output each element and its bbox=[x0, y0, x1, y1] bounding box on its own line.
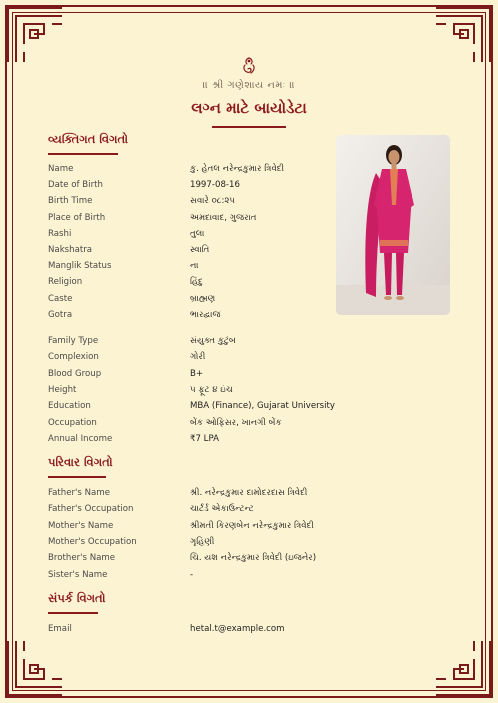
field-value: સવારે ૦૮:૨૫ bbox=[190, 196, 236, 207]
field-label: Father's Occupation bbox=[48, 504, 134, 515]
field-value: બ્રાહ્મણ bbox=[190, 293, 216, 304]
field-value: સંયુક્ત કુટુંબ bbox=[190, 336, 236, 346]
field-label: Manglik Status bbox=[48, 261, 112, 272]
field-value: ગૃહિણી bbox=[190, 536, 215, 547]
field-value: ના bbox=[190, 261, 199, 272]
corner-ornament-icon bbox=[432, 4, 494, 66]
field-value: ચિ. યશ નરેન્દ્રકુમાર ત્રિવેદી (ઇજનેર) bbox=[190, 553, 317, 564]
field-label: Family Type bbox=[48, 336, 99, 346]
section-title-family: પરિવાર વિગતો bbox=[48, 455, 113, 469]
field-label: Caste bbox=[48, 293, 73, 304]
field-label: Sister's Name bbox=[48, 569, 108, 580]
field-value: hetal.t@example.com bbox=[190, 624, 285, 634]
field-value: ૫ ફૂટ ૪ ઇંચ bbox=[190, 384, 233, 395]
field-label: Birth Time bbox=[48, 196, 93, 207]
field-label: Education bbox=[48, 401, 91, 412]
field-label: Religion bbox=[48, 277, 83, 288]
field-value: શ્રીમતી કિરણબેન નરેન્દ્રકુમાર ત્રિવેદી bbox=[190, 520, 314, 531]
field-label: Mother's Name bbox=[48, 520, 114, 531]
field-label: Mother's Occupation bbox=[48, 536, 137, 547]
field-value: - bbox=[190, 569, 194, 580]
field-label: Annual Income bbox=[48, 433, 113, 444]
corner-ornament-icon bbox=[4, 637, 66, 699]
field-label: Height bbox=[48, 384, 77, 395]
field-label: Name bbox=[48, 164, 74, 174]
section-underline bbox=[48, 153, 118, 155]
field-value: ગોરી bbox=[190, 352, 206, 363]
title-underline bbox=[212, 126, 286, 128]
section-underline bbox=[48, 476, 106, 478]
profile-photo bbox=[336, 135, 450, 315]
field-value: તુલા bbox=[190, 228, 205, 239]
field-label: Place of Birth bbox=[48, 212, 106, 223]
field-label: Father's Name bbox=[48, 488, 110, 498]
page-title: લગ્ન માટે બાયોડેટા bbox=[191, 99, 307, 117]
field-value: ભારદ્વાજ bbox=[190, 309, 221, 320]
field-label: Brother's Name bbox=[48, 553, 116, 564]
field-label: Nakshatra bbox=[48, 245, 93, 255]
invocation-text: ॥ શ્રી ગણેશાય નમઃ ॥ bbox=[202, 80, 296, 91]
field-value: ₹7 LPA bbox=[190, 433, 219, 444]
section-title-personal: વ્યક્તિગત વિગતો bbox=[48, 132, 128, 146]
field-label: Email bbox=[48, 624, 72, 634]
field-label: Complexion bbox=[48, 352, 99, 363]
field-value: હિંદુ bbox=[190, 277, 203, 288]
field-value: કુ. હેતલ નરેન્દ્રકુમાર ત્રિવેદી bbox=[190, 164, 285, 174]
section-title-contact: સંપર્ક વિગતો bbox=[48, 591, 106, 605]
field-value: B+ bbox=[190, 368, 204, 379]
corner-ornament-icon bbox=[432, 637, 494, 699]
section-underline bbox=[48, 612, 98, 614]
corner-ornament-icon bbox=[4, 4, 66, 66]
field-value: 1997-08-16 bbox=[190, 180, 240, 191]
field-value: MBA (Finance), Gujarat University bbox=[190, 401, 335, 412]
field-value: ચાર્ટર્ડ એકાઉન્ટન્ટ bbox=[190, 504, 254, 515]
field-label: Date of Birth bbox=[48, 180, 103, 191]
field-value: બેંક ઓફિસર, ખાનગી બેંક bbox=[190, 417, 282, 428]
field-label: Blood Group bbox=[48, 368, 102, 379]
field-value: અમદાવાદ, ગુજરાત bbox=[190, 212, 257, 223]
field-value: સ્વાતિ bbox=[190, 245, 210, 255]
field-label: Gotra bbox=[48, 309, 73, 320]
field-value: શ્રી. નરેન્દ્રકુમાર દામોદરદાસ ત્રિવેદી bbox=[190, 488, 308, 498]
ganesha-emblem-icon bbox=[239, 56, 259, 76]
field-label: Occupation bbox=[48, 417, 97, 428]
field-label: Rashi bbox=[48, 228, 72, 239]
